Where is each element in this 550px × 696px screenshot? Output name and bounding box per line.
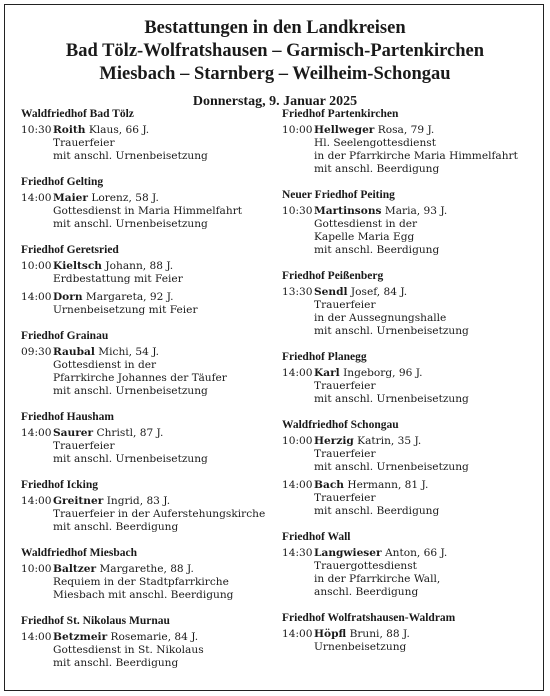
cemetery-section xyxy=(21,614,276,670)
cemetery-name: Waldfriedhof Miesbach xyxy=(21,547,137,559)
entry-first-line xyxy=(282,286,537,299)
given-name-age: Ingrid, 83 J. xyxy=(106,495,171,507)
burial-entry xyxy=(21,291,276,317)
given-name-age: Josef, 84 J. xyxy=(350,286,408,298)
cemetery-name: Friedhof Peißenberg xyxy=(282,270,384,282)
cemetery-section xyxy=(21,478,276,534)
given-name-age: Michi, 54 J. xyxy=(98,346,160,358)
burial-time: 09:30 xyxy=(21,346,52,358)
cemetery-section xyxy=(21,329,276,398)
burial-time: 14:00 xyxy=(21,631,52,643)
given-name-age: Maria, 93 J. xyxy=(384,205,448,217)
cemetery-name: Friedhof Gelting xyxy=(21,176,104,188)
given-name-age: Margarethe, 88 J. xyxy=(99,563,194,575)
cemetery-section xyxy=(282,530,537,599)
surname: Maier xyxy=(53,192,88,204)
surname: Langwieser xyxy=(314,547,382,559)
given-name-age: Anton, 66 J. xyxy=(384,547,448,559)
cemetery-section xyxy=(282,188,537,257)
burial-entry xyxy=(282,205,537,257)
surname: Roith xyxy=(53,124,86,136)
ceremony-detail: mit anschl. Urnenbeisetzung xyxy=(53,453,208,465)
burial-time: 14:00 xyxy=(21,291,52,303)
burial-entry xyxy=(282,628,537,654)
given-name-age: Hermann, 81 J. xyxy=(347,479,429,491)
burial-entry xyxy=(282,124,537,176)
cemetery-section xyxy=(282,350,537,406)
ceremony-detail: Trauerfeier xyxy=(314,299,376,311)
ceremony-detail: Trauerfeier xyxy=(314,492,376,504)
ceremony-detail: Erdbestattung mit Feier xyxy=(53,273,183,285)
entry-first-line xyxy=(282,628,537,641)
burial-time: 13:30 xyxy=(282,286,313,298)
ceremony-detail: Urnenbeisetzung mit Feier xyxy=(53,304,198,316)
ceremony-detail: Trauerfeier in der Auferstehungskirche xyxy=(53,508,266,520)
cemetery-section xyxy=(282,611,537,654)
surname: Bach xyxy=(314,479,344,491)
title-line-1: Bestattungen in den Landkreisen xyxy=(144,18,406,38)
ceremony-detail: mit anschl. Beerdigung xyxy=(53,521,179,533)
burial-entry xyxy=(282,435,537,474)
ceremony-detail: Pfarrkirche Johannes der Täufer xyxy=(53,372,227,384)
burial-time: 10:00 xyxy=(21,563,52,575)
ceremony-detail: in der Pfarrkirche Maria Himmelfahrt xyxy=(314,150,518,162)
burial-time: 14:00 xyxy=(282,628,313,640)
cemetery-name: Friedhof Grainau xyxy=(21,330,109,342)
ceremony-detail: Trauerfeier xyxy=(314,380,376,392)
entry-first-line xyxy=(21,495,276,508)
ceremony-detail: Trauergottesdienst xyxy=(314,560,417,572)
cemetery-section xyxy=(282,107,537,176)
ceremony-detail: Trauerfeier xyxy=(314,448,376,460)
cemetery-section xyxy=(21,546,276,602)
entry-first-line xyxy=(282,547,537,560)
burial-entry xyxy=(282,547,537,599)
ceremony-detail: Trauerfeier xyxy=(53,440,115,452)
burial-entry xyxy=(21,427,276,466)
burial-entry xyxy=(21,346,276,398)
ceremony-detail: mit anschl. Beerdigung xyxy=(314,505,440,517)
surname: Kieltsch xyxy=(53,260,103,272)
header xyxy=(5,5,545,110)
entry-first-line xyxy=(21,124,276,137)
title-line-2: Bad Tölz-Wolfratshausen – Garmisch-Partenkirchen xyxy=(65,41,485,61)
cemetery-name: Waldfriedhof Bad Tölz xyxy=(21,108,134,120)
cemetery-section xyxy=(21,410,276,466)
surname: Betzmeir xyxy=(53,631,108,643)
ceremony-detail: Urnenbeisetzung xyxy=(314,641,407,653)
entry-first-line xyxy=(282,124,537,137)
cemetery-section xyxy=(21,243,276,317)
cemetery-name: Friedhof Icking xyxy=(21,479,98,491)
given-name-age: Margareta, 92 J. xyxy=(85,291,174,303)
burial-time: 14:00 xyxy=(21,192,52,204)
ceremony-detail: Gottesdienst in Maria Himmelfahrt xyxy=(53,205,243,217)
ceremony-detail: Gottesdienst in St. Nikolaus xyxy=(53,644,204,656)
ceremony-detail: mit anschl. Beerdigung xyxy=(314,244,440,256)
surname: Karl xyxy=(314,367,340,379)
surname: Greitner xyxy=(53,495,104,507)
entry-first-line xyxy=(21,260,276,273)
burial-entry xyxy=(282,367,537,406)
cemetery-name: Friedhof St. Nikolaus Murnau xyxy=(21,615,170,627)
ceremony-detail: in der Pfarrkirche Wall, xyxy=(314,573,441,585)
ceremony-detail: mit anschl. Urnenbeisetzung xyxy=(314,393,469,405)
cemetery-name: Friedhof Hausham xyxy=(21,411,114,423)
cemetery-section xyxy=(282,418,537,518)
burial-entry xyxy=(21,260,276,286)
ceremony-detail: mit anschl. Urnenbeisetzung xyxy=(53,218,208,230)
given-name-age: Christl, 87 J. xyxy=(96,427,164,439)
entry-first-line xyxy=(21,346,276,359)
burial-time: 10:00 xyxy=(21,260,52,272)
surname: Höpfl xyxy=(314,628,347,640)
ceremony-detail: Requiem in der Stadtpfarrkirche xyxy=(53,576,229,588)
cemetery-name: Neuer Friedhof Peiting xyxy=(282,189,395,201)
surname: Baltzer xyxy=(53,563,97,575)
surname: Raubal xyxy=(53,346,95,358)
title-line-3: Miesbach – Starnberg – Weilheim-Schongau xyxy=(99,64,451,84)
entry-first-line xyxy=(21,192,276,205)
cemetery-section xyxy=(282,269,537,338)
surname: Hellweger xyxy=(314,124,375,136)
cemetery-section xyxy=(21,107,276,163)
ceremony-detail: mit anschl. Urnenbeisetzung xyxy=(314,461,469,473)
burial-entry xyxy=(282,479,537,518)
left-column xyxy=(21,107,276,682)
given-name-age: Rosa, 79 J. xyxy=(377,124,435,136)
burial-entry xyxy=(282,286,537,338)
burial-time: 14:30 xyxy=(282,547,313,559)
burial-entry xyxy=(21,124,276,163)
ceremony-detail: Gottesdienst in der xyxy=(53,359,157,371)
burial-time: 10:00 xyxy=(282,124,313,136)
ceremony-detail: mit anschl. Urnenbeisetzung xyxy=(53,150,208,162)
burial-time: 10:00 xyxy=(282,435,313,447)
given-name-age: Klaus, 66 J. xyxy=(88,124,150,136)
cemetery-section xyxy=(21,175,276,231)
ceremony-detail: Gottesdienst in der xyxy=(314,218,418,230)
burial-time: 14:00 xyxy=(282,367,313,379)
ceremony-detail: mit anschl. Urnenbeisetzung xyxy=(53,385,208,397)
notice-frame xyxy=(4,4,544,691)
cemetery-name: Friedhof Planegg xyxy=(282,351,367,363)
given-name-age: Johann, 88 J. xyxy=(105,260,174,272)
burial-time: 14:00 xyxy=(282,479,313,491)
ceremony-detail: mit anschl. Beerdigung xyxy=(314,163,440,175)
ceremony-detail: in der Aussegnungshalle xyxy=(314,312,447,324)
burial-entry xyxy=(21,631,276,670)
surname: Saurer xyxy=(53,427,94,439)
burial-time: 14:00 xyxy=(21,495,52,507)
cemetery-name: Friedhof Wall xyxy=(282,531,351,543)
surname: Sendl xyxy=(314,286,348,298)
given-name-age: Bruni, 88 J. xyxy=(349,628,410,640)
cemetery-name: Friedhof Partenkirchen xyxy=(282,108,399,120)
cemetery-name: Friedhof Geretsried xyxy=(21,244,119,256)
given-name-age: Katrin, 35 J. xyxy=(357,435,422,447)
cemetery-name: Friedhof Wolfratshausen-Waldram xyxy=(282,612,456,624)
right-column xyxy=(282,107,537,666)
ceremony-detail: mit anschl. Beerdigung xyxy=(53,657,179,669)
burial-entry xyxy=(21,563,276,602)
entry-first-line xyxy=(21,427,276,440)
ceremony-detail: Kapelle Maria Egg xyxy=(314,231,415,243)
burial-entry xyxy=(21,192,276,231)
ceremony-detail: mit anschl. Urnenbeisetzung xyxy=(314,325,469,337)
given-name-age: Ingeborg, 96 J. xyxy=(343,367,423,379)
entry-first-line xyxy=(21,631,276,644)
entry-first-line xyxy=(282,479,537,492)
ceremony-detail: Hl. Seelengottesdienst xyxy=(314,137,436,149)
ceremony-detail: Trauerfeier xyxy=(53,137,115,149)
surname: Dorn xyxy=(53,291,83,303)
burial-entry xyxy=(21,495,276,534)
date-line: Donnerstag, 9. Januar 2025 xyxy=(192,94,358,109)
ceremony-detail: anschl. Beerdigung xyxy=(314,586,419,598)
cemetery-name: Waldfriedhof Schongau xyxy=(282,419,399,431)
burial-time: 10:30 xyxy=(21,124,52,136)
surname: Herzig xyxy=(314,435,354,447)
entry-first-line xyxy=(282,367,537,380)
ceremony-detail: Miesbach mit anschl. Beerdigung xyxy=(53,589,234,601)
entry-first-line xyxy=(21,291,276,304)
entry-first-line xyxy=(282,435,537,448)
given-name-age: Lorenz, 58 J. xyxy=(91,192,159,204)
burial-time: 10:30 xyxy=(282,205,313,217)
entry-first-line xyxy=(282,205,537,218)
given-name-age: Rosemarie, 84 J. xyxy=(110,631,199,643)
entry-first-line xyxy=(21,563,276,576)
burial-time: 14:00 xyxy=(21,427,52,439)
surname: Martinsons xyxy=(314,205,382,217)
